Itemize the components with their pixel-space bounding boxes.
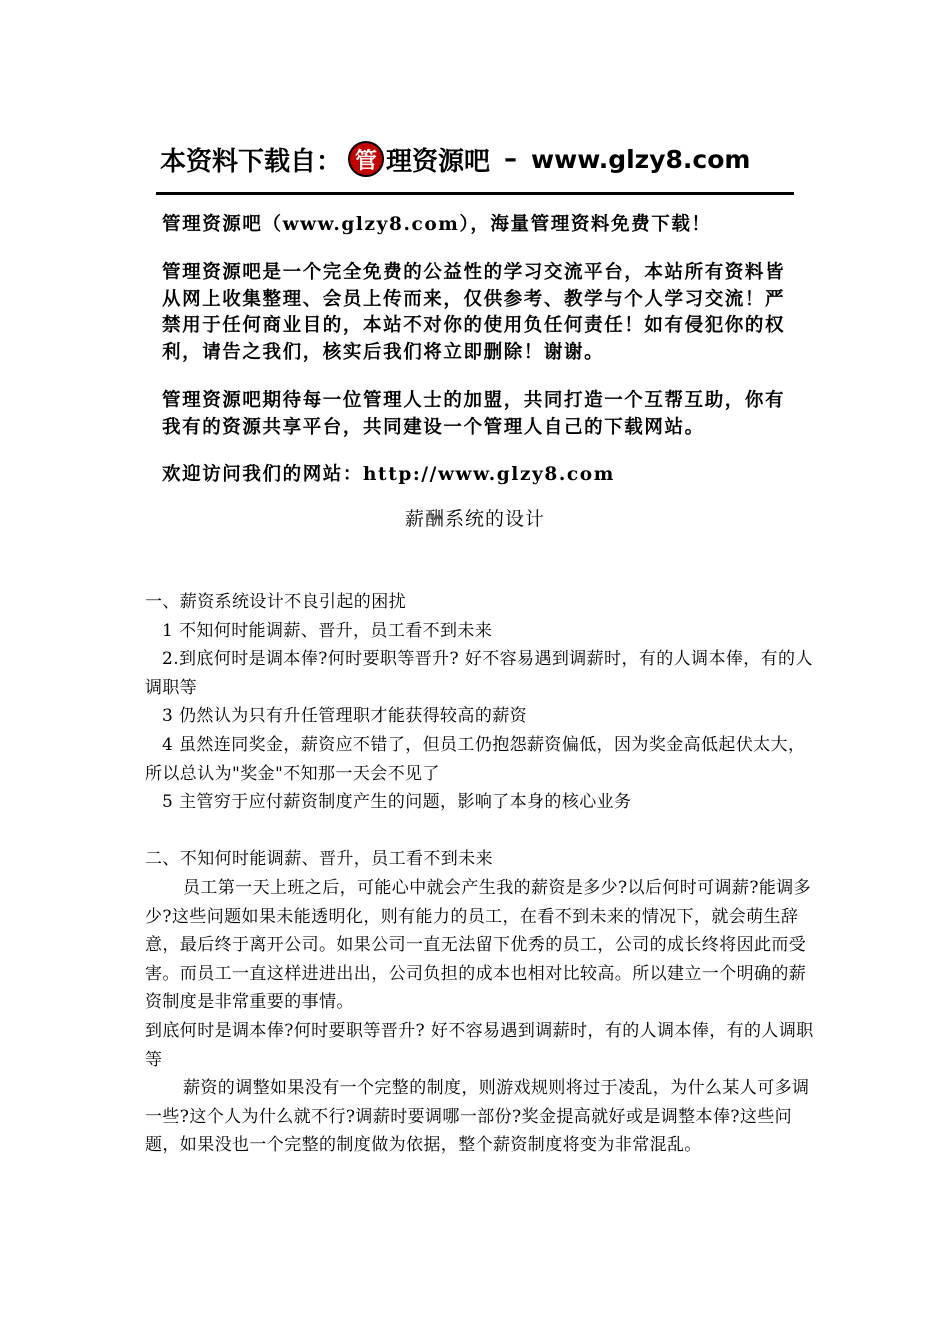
document-title: 薪酬系统的设计 [404,508,545,530]
document-body [145,588,815,1160]
spacer [145,817,815,846]
site-logo-icon: 管 [348,141,384,177]
section2-heading: 二、不知何时能调薪、晋升，员工看不到未来 [145,849,493,870]
banner-url[interactable]: www.glzy8.com [531,144,751,174]
list-item: 3 仍然认为只有升任管理职才能获得较高的薪资 [162,706,528,727]
section2-paragraph-2: 薪资的调整如果没有一个完整的制度，则游戏规则将过于凌乱，为什么某人可多调一些?这个人为什么就不行?调薪时要调哪一部份?奖金提高就好或是调整本俸?这些问题，如果没也一个完整的制度做为依据，整个薪资制度将变为非常混乱。 [145,1078,810,1156]
notice-line1: 管理资源吧（www.glzy8.com），海量管理资料免费下载！ [162,214,712,235]
banner-prefix: 本资料下载自： [160,146,343,177]
notice-paragraph-2: 管理资源吧是一个完全免费的公益性的学习交流平台，本站所有资料皆从网上收集整理、会员上传而来，仅供参考、教学与个人学习交流！严禁用于任何商业目的，本站不对你的使用负任何责任！如有侵犯你的权利，请告之我们，核实后我们将立即删除！谢谢。 [162,262,786,363]
banner-separator: – [504,144,518,174]
list-item: 2.到底何时是调本俸?何时要职等晋升? 好不容易遇到调薪时，有的人调本俸，有的人调职等 [145,649,813,698]
notice-visit-line[interactable]: 欢迎访问我们的网站：http://www.glzy8.com [162,464,615,485]
list-item: 1 不知何时能调薪、晋升，员工看不到未来 [162,620,493,641]
section1-heading: 一、薪资系统设计不良引起的困扰 [145,592,406,612]
section2-paragraph-1: 员工第一天上班之后，可能心中就会产生我的薪资是多少?以后何时可调薪?能调多少?这些问题如果未能透明化，则有能力的员工，在看不到未来的情况下，就会萌生辞意，最后终于离开公司。如果公司一直无法留下优秀的员工，公司的成长终将因此而受害。而员工一直这样进进出出，公司负担的成本也相对比较高。所以建立一个明确的薪资制度是非常重要的事情。 [145,877,812,1013]
banner-site-name: 理资源吧 [386,146,491,177]
list-item: 5 主管穷于应付薪资制度产生的问题，影响了本身的核心业务 [162,792,632,813]
banner-divider [156,192,794,195]
list-item: 4 虽然连同奖金，薪资应不错了，但员工仍抱怨薪资偏低，因为奖金高低起伏太大，所以总认为"奖金"不知那一天会不见了 [145,734,806,784]
notice-paragraph-3: 管理资源吧期待每一位管理人士的加盟，共同打造一个互帮互助，你有我有的资源共享平台，共同建设一个管理人自己的下载网站。 [162,390,786,438]
download-banner [160,136,800,182]
section2-subheading: 到底何时是调本俸?何时要职等晋升? 好不容易遇到调薪时，有的人调本俸，有的人调职等 [145,1020,814,1070]
